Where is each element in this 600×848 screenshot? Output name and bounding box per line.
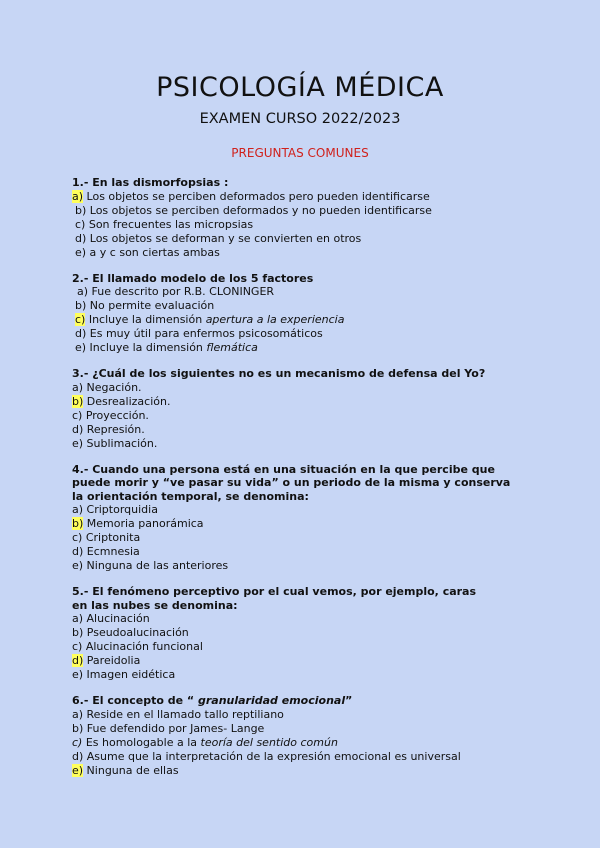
question-5 — [72, 585, 582, 682]
option-e: e) a y c son ciertas ambas — [75, 245, 220, 259]
option-a — [72, 190, 582, 204]
question-title: 1.- En las dismorfopsias : — [72, 176, 229, 189]
option-italic-text: apertura a la experiencia — [205, 313, 345, 326]
question-title: 2.- El llamado modelo de los 5 factores — [72, 271, 314, 285]
answer-highlight: b) — [72, 517, 84, 530]
page-title: PSICOLOGÍA MÉDICA — [156, 72, 444, 103]
option-text: Desrealización. — [83, 394, 171, 408]
option-b — [72, 395, 582, 409]
option-c: c) Alucinación funcional — [72, 640, 203, 653]
option-text: Pareidolia — [83, 654, 141, 667]
option-d: d) Los objetos se deforman y se convierten en otros — [75, 231, 362, 245]
option-a: a) Negación. — [72, 380, 142, 394]
option-a: a) Criptorquidia — [72, 503, 158, 516]
question-title — [72, 694, 582, 708]
option-c: c) Criptonita — [72, 531, 141, 544]
option-c — [72, 736, 582, 750]
section-heading: PREGUNTAS COMUNES — [231, 146, 369, 160]
option-text: Los objetos se perciben deformados pero pueden identificarse — [83, 189, 430, 203]
question-4 — [72, 463, 582, 574]
option-e — [72, 341, 582, 355]
option-italic-text: teoría del sentido común — [200, 735, 338, 749]
option-text: Ninguna de ellas — [83, 763, 179, 777]
answer-highlight: a) — [72, 189, 84, 203]
option-d: d) Asume que la interpretación de la expresión emocional es universal — [72, 749, 461, 763]
question-2 — [72, 272, 582, 356]
option-text: Memoria panorámica — [83, 517, 204, 530]
question-6 — [72, 694, 582, 778]
question-title-line-2: en las nubes se denomina: — [72, 598, 238, 612]
option-e: e) Imagen eidética — [72, 668, 176, 681]
option-a: a) Alucinación — [72, 612, 150, 625]
option-b: b) Pseudoalucinación — [72, 626, 189, 639]
title-italic-text: granularidad emocional — [197, 694, 346, 707]
question-list — [72, 176, 582, 790]
answer-highlight: d) — [72, 654, 84, 667]
option-e: e) Sublimación. — [72, 436, 158, 450]
exam-subtitle: EXAMEN CURSO 2022/2023 — [199, 111, 401, 127]
question-title-line-1: 5.- El fenómeno perceptivo por el cual vemos, por ejemplo, caras — [72, 585, 477, 598]
option-c: c) Proyección. — [72, 408, 149, 422]
option-b: b) Fue defendido por James- Lange — [72, 721, 265, 735]
question-3 — [72, 367, 582, 451]
option-e: e) Ninguna de las anteriores — [72, 559, 229, 572]
answer-highlight: b) — [72, 394, 84, 408]
option-e — [72, 764, 582, 778]
option-text: Incluye la dimensión — [85, 313, 206, 326]
option-a: a) Reside en el llamado tallo reptiliano — [72, 707, 284, 721]
option-text: e) Incluye la dimensión — [75, 341, 207, 354]
question-title-line-3: la orientación temporal, se denomina: — [72, 489, 309, 503]
title-text: 6.- El concepto de “ — [72, 694, 198, 707]
option-b: b) Los objetos se perciben deformados y no pueden identificarse — [75, 203, 432, 217]
question-title-line-2: puede morir y “ve pasar su vida” o un periodo de la misma y conserva — [72, 476, 511, 489]
answer-highlight: e) — [72, 763, 84, 777]
option-a: a) Fue descrito por R.B. CLONINGER — [77, 285, 275, 298]
question-title-line-1: 4.- Cuando una persona está en una situación en la que percibe que — [72, 462, 495, 476]
option-b: b) No permite evaluación — [75, 299, 215, 312]
question-title: 3.- ¿Cuál de los siguientes no es un mecanismo de defensa del Yo? — [72, 367, 486, 380]
option-letter: c) — [72, 735, 83, 749]
option-c: c) Son frecuentes las micropsias — [75, 217, 254, 231]
option-d: d) Es muy útil para enfermos psicosomáticos — [75, 327, 323, 340]
option-d: d) Ecmnesia — [72, 545, 140, 558]
option-d — [72, 654, 582, 668]
option-d: d) Represión. — [72, 422, 145, 436]
option-italic-text: flemática — [206, 341, 258, 354]
option-c — [72, 313, 582, 327]
option-text: Es homologable a la — [82, 735, 201, 749]
option-b — [72, 517, 582, 531]
title-text-end: ” — [345, 694, 353, 707]
answer-highlight: c) — [75, 313, 86, 326]
question-1 — [72, 176, 582, 260]
